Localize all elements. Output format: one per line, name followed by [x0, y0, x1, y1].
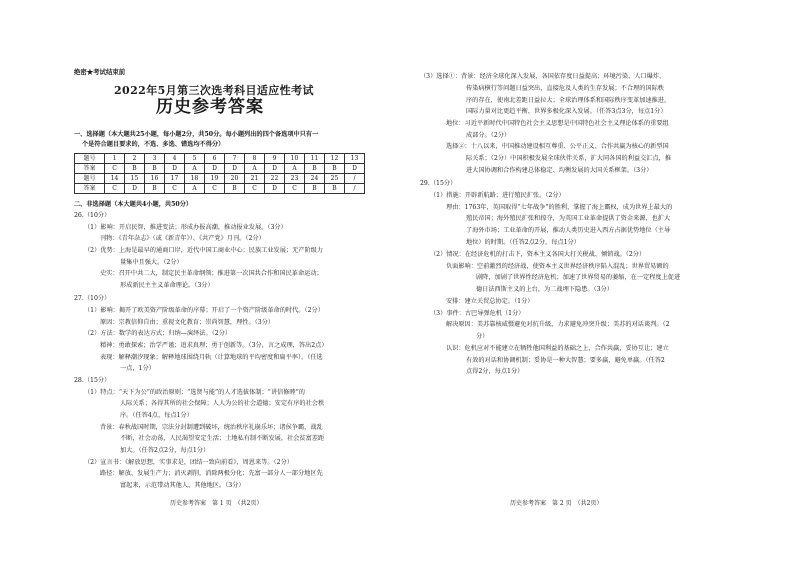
- table-cell: B: [305, 164, 325, 174]
- answer-line: 传染病横行等问题日益突出，直接危及人类的生存发展；不合理的国际秩: [466, 85, 664, 92]
- table-cell: C: [105, 164, 125, 174]
- answer-line: （1）措施：开辟新航路；进行殖民扩张。（2分）: [430, 192, 565, 199]
- table-cell: B: [325, 184, 345, 194]
- answer-line: （2）宣言书：《解放思想，实事求是，团结一致向前看》，周恩来等。（2分）: [84, 459, 293, 466]
- answer-line: 29.（15分）: [420, 180, 457, 187]
- table-cell: D: [345, 164, 365, 174]
- row-label: 答案: [75, 184, 105, 194]
- row-label: 题号: [75, 174, 105, 184]
- table-cell: 18: [185, 174, 205, 184]
- answer-line: 背景：春秋战国时期，宗法分封制遭到破坏，统治秩序礼崩乐坏；诸侯争霸，战乱: [100, 424, 323, 431]
- table-cell: 13: [345, 154, 365, 164]
- answer-line: （3）事件：古巴导弹危机（1分）: [430, 310, 525, 317]
- table-cell: 6: [205, 154, 225, 164]
- table-cell: C: [245, 184, 265, 194]
- page-footer-right: 历史参考答案 第 2 页 （共2页）: [510, 500, 603, 507]
- question-row-2: [75, 174, 365, 184]
- table-cell: 5: [185, 154, 205, 164]
- table-cell: A: [285, 164, 305, 174]
- table-cell: 15: [125, 174, 145, 184]
- table-cell: 19: [205, 174, 225, 184]
- answer-line: 负面影响：空前激烈的经济战，使资本主义世界经济秩序陷入混乱；世界贸易额的: [446, 263, 669, 270]
- answer-line: 序的存在，使南北差距日益拉大；全球治理体系和国际秩序变革加速推进，: [466, 97, 671, 104]
- answer-line: 路径：解放、发展生产力；消灭剥削，消除两极分化；先富一部分人一部分地区先: [100, 470, 323, 477]
- answer-line: 点得2分，每点1分）: [466, 368, 524, 375]
- table-cell: 21: [245, 174, 265, 184]
- table-cell: 4: [165, 154, 185, 164]
- table-cell: 7: [225, 154, 245, 164]
- table-cell: 20: [225, 174, 245, 184]
- answer-line: 人际关系；各得其所的社会保障；人人为公的社会道德；安定有序的社会秩: [120, 400, 325, 407]
- answer-line: 26.（10分）: [74, 212, 111, 219]
- table-cell: B: [125, 164, 145, 174]
- table-cell: 1: [105, 154, 125, 164]
- table-cell: A: [185, 164, 205, 174]
- answer-line: （1）特点：“天下为公”的政治原则；“选贤与能”的人才选拔体制；“讲信修睦”的: [84, 389, 305, 396]
- table-cell: C: [285, 184, 305, 194]
- table-cell: D: [265, 164, 285, 174]
- answer-line: 原因：宗教信仰自由；重视文化教育；崇尚智慧，理性。（3分）: [100, 319, 275, 326]
- confidential-mark: 绝密★考试结束前: [74, 68, 126, 76]
- table-cell: 3: [145, 154, 165, 164]
- table-cell: /: [345, 184, 365, 194]
- table-cell: 9: [265, 154, 285, 164]
- section-1-heading-cont: 个是符合题目要求的，不选、多选、错选均不得分）: [82, 141, 225, 148]
- answer-line: 德日法西斯主义的上台，为二战埋下隐患。（3分）: [476, 286, 613, 293]
- answer-line: 表现：解释潮汐现象；解释地球围绕月轨（计算地球的平均密度和扁平率）。（任选: [100, 354, 323, 361]
- answer-line: 了海外市场；工业革命的开展，推动人类历史进入西方占据优势地位（主导: [466, 227, 671, 234]
- row-label: 题号: [75, 154, 105, 164]
- table-cell: D: [265, 184, 285, 194]
- table-cell: 22: [265, 174, 285, 184]
- table-cell: D: [225, 164, 245, 174]
- answer-line: 国际力量对比更趋平衡，世界多极化深入发展。（任答3点3分，每点1分）: [466, 108, 667, 115]
- answer-line: 认识：危机应对不能建立在牺牲他国利益的基础之上，合作共赢，妥协互让；建立: [446, 345, 669, 352]
- answer-line: 理由：1763年，英国取得“七年战争”的胜利，掌握了海上霸权，成为世界上最大的: [446, 204, 673, 211]
- answer-row-1: [75, 164, 365, 174]
- answer-line: 成部分。（2分）: [466, 132, 511, 139]
- table-cell: B: [325, 164, 345, 174]
- answer-line: 精神：勇敢探索；治学严谨；追求真理；勇于创新等。（3分，言之成理，答出2点）: [100, 342, 328, 349]
- answer-line: 安排：建立关贸总协定。（1分）: [446, 298, 534, 305]
- page-title: 历史参考答案: [156, 97, 264, 117]
- question-row-1: [75, 154, 365, 164]
- table-cell: 8: [245, 154, 265, 164]
- answer-line: （1）影响：揭开了欧美资产阶级革命的序幕；开启了一个资产阶级革命的时代。（2分）: [84, 307, 324, 314]
- table-cell: A: [245, 164, 265, 174]
- answer-table: [74, 153, 365, 194]
- answer-line: （2）优势：上海是最早的通商口岸，近代中国工商业中心；民族工业发展；无产阶级力: [84, 247, 324, 254]
- table-cell: C: [205, 184, 225, 194]
- answer-line: 刊物：《青年杂志》（或《新青年》）、《共产党》月刊。（2分）: [100, 235, 265, 242]
- answer-line: 富起来，示范带动其他人、其他地区。（3分）: [120, 482, 245, 489]
- exam-title: 2022年5月第三次选考科目适应性考试: [114, 84, 314, 97]
- table-cell: B: [145, 164, 165, 174]
- answer-line: 27.（10分）: [74, 295, 111, 302]
- answer-line: 有效的对话和协调机制；妥协是一种大智慧；要多赢，避免单赢。（任答2: [466, 357, 665, 364]
- table-cell: 11: [305, 154, 325, 164]
- answer-row-2: [75, 184, 365, 194]
- table-cell: 2: [125, 154, 145, 164]
- table-cell: 17: [165, 174, 185, 184]
- table-cell: D: [165, 164, 185, 174]
- answer-line: 选择②：十八以来，中国推动建设相互尊重、公平正义、合作共赢为核心的新型国: [446, 143, 669, 150]
- answer-line: 史实：召开中共二大，制定民主革命纲领；推进第一次国共合作和国民革命运动；: [100, 270, 323, 277]
- table-cell: 12: [325, 154, 345, 164]
- answer-line: 殖民帝国；海外殖民扩张和掠夺，为英国工业革命提供了资金来源，也扩大: [466, 215, 671, 222]
- answer-line: 剧降，加剧了世界性经济危机；加速了世界贸易的萎缩，在一定程度上促进: [476, 274, 681, 281]
- table-cell: B: [305, 184, 325, 194]
- table-cell: B: [145, 184, 165, 194]
- answer-line: 加大。（任答2点2分，每点1分）: [120, 447, 210, 454]
- table-cell: D: [205, 164, 225, 174]
- page-footer-left: 历史参考答案 第 1 页 （共2页）: [170, 500, 263, 507]
- answer-line: 分）: [476, 333, 489, 340]
- answer-line: 形成新民主主义革命理论。（3分）: [120, 282, 214, 289]
- table-cell: 10: [285, 154, 305, 164]
- answer-line: （2）情况：在经济危机的打击下，资本主义各国大打关税战、倾销战。（2分）: [430, 251, 646, 258]
- section-2-heading: 二、非选择题（本大题共4小题，共50分）: [74, 201, 193, 208]
- section-1-heading: 一、选择题（本大题共25小题，每小题2分，共50分。每小题列出的四个备选项中只有一: [74, 131, 319, 138]
- answer-line: 解决原因：美苏靠核威慑避免对抗升级，力求避免冲突升级；美苏的对话谈判。（2: [446, 321, 670, 328]
- answer-line: 量集中且强大。（2分）: [120, 259, 183, 266]
- answer-line: 一点，1分）: [120, 365, 155, 372]
- answer-line: 地位）的时期。（任答2点2分，每点1分）: [466, 239, 580, 246]
- answer-line: 进大国协调和合作构建总体稳定、均衡发展的大国关系框架。（3分）: [466, 167, 653, 174]
- table-cell: C: [105, 184, 125, 194]
- table-cell: 23: [285, 174, 305, 184]
- table-cell: B: [225, 184, 245, 194]
- table-cell: C: [165, 184, 185, 194]
- table-cell: 14: [105, 174, 125, 184]
- table-cell: D: [125, 184, 145, 194]
- answer-line: 28.（15分）: [74, 377, 111, 384]
- table-cell: 16: [145, 174, 165, 184]
- answer-line: 不断，社会动荡，人民渴望安定生活；土地私有制不断发展，社会贫富差距: [120, 435, 325, 442]
- answer-line: 际关系；（2分）中国积极发展全球伙伴关系，扩大同各国的利益交汇点，推: [466, 155, 672, 162]
- table-cell: 24: [305, 174, 325, 184]
- table-cell: A: [185, 184, 205, 194]
- answer-line: （3）选择①：背景：经济全球化深入发展，各国依存度日益提高；环境污染、人口爆炸、: [420, 73, 666, 80]
- answer-line: 地位：习近平新时代中国特色社会主义思想是中国特色社会主义理论体系的重要组: [446, 120, 669, 127]
- row-label: 答案: [75, 164, 105, 174]
- answer-line: 序。（任答4点，每点1分）: [120, 412, 193, 419]
- answer-line: （1）影响：开启民智，推进变法；形成办报高潮，推动报业发展。（3分）: [84, 224, 287, 231]
- answer-line: （2）方法：数学的表达方式；归纳—演绎法。（2分）: [84, 330, 232, 337]
- table-cell: 25: [325, 174, 345, 184]
- table-cell: /: [345, 174, 365, 184]
